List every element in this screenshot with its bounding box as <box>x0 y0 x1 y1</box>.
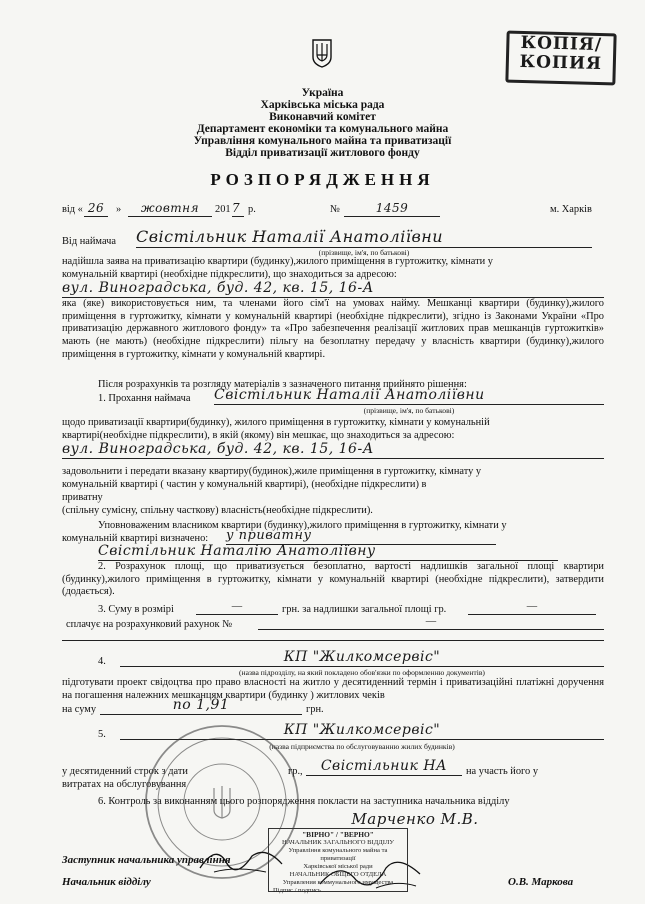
item1-text-4: комунальній квартирі ( частин у комунальній квартирі), (необхідне підкреслити) в <box>62 479 427 490</box>
item5-text-2: гр., <box>288 766 303 777</box>
item4-text-2: на суму <box>62 704 97 715</box>
item5-text-4: витратах на обслуговування <box>62 779 187 790</box>
body-line-1: надійшла заява на приватизацію квартири (будинку),жилого приміщення в гуртожитку, кімнати у <box>62 256 493 267</box>
number-label: № <box>330 204 340 215</box>
header-country: Україна <box>301 87 344 99</box>
stamp-line-6: Управления коммунального имущества <box>282 879 394 886</box>
date-month: жовтня <box>128 201 212 217</box>
item1-text-7: Уповноваженим власником квартири (будинку),жилого приміщення в гуртожитку, кімнати у <box>98 520 507 531</box>
item1-text-6: (спільну сумісну, спільну часткову) власність(необхідне підкреслити). <box>62 505 373 516</box>
date-year-suffix: 7 <box>232 201 244 217</box>
document-title: РОЗПОРЯДЖЕННЯ <box>210 170 435 189</box>
stamp-line-1: "ВІРНО" / "ВЕРНО" <box>302 830 374 839</box>
decision-line: Після розрахунків та розгляду матеріалів з зазначеного питання прийнято рішення: <box>98 379 467 390</box>
date-day: 26 <box>84 201 108 217</box>
stamp-line-3: Управління комунального майна та приватизації <box>288 847 388 862</box>
item1-text-3: задовольнити і передати вказану квартиру(будинок),жиле приміщення в гуртожитку, кімнату у <box>62 466 482 477</box>
stamp-line-7: Підпис / подпись <box>273 887 322 894</box>
date-mid: » <box>116 204 122 215</box>
item5-handwritten: КП "Жилкомсервіс" <box>120 722 604 740</box>
date-prefix: від « <box>62 204 83 215</box>
header-administration: Управління комунального майна та приватизації <box>193 135 452 147</box>
signature-deputy-label: Заступник начальника управління <box>62 854 231 866</box>
item4-text-3: грн. <box>306 704 324 715</box>
item3-text-3: сплачує на розрахунковий рахунок № <box>66 619 233 630</box>
stamp-line-2: НАЧАЛЬНИК ЗАГАЛЬНОГО ВІДДІЛУ <box>281 839 395 846</box>
item3-rule <box>62 640 604 641</box>
body-paragraph: яка (яке) використовується ним, та членами його сім'ї на умовах найму. Мешканці квартири (будинку),жилого приміщення в гуртожитку, кімнати у комунальній квартирі (необхідне підкреслити), згідно із Законами України «Про приватизацію державного житлового фонду» та «Про забезпечення реалізації житлових прав мешканців гуртожитків» мають (не мають) (необхідне підкреслити) пільгу на безоплатну передачу у власність квартири (будинку),жилого приміщення в гуртожитку, кімнати у комунальній квартирі. <box>62 298 604 360</box>
signature-head-name: О.В. Маркова <box>508 876 574 888</box>
item3-text-1: 3. Суму в розмірі <box>98 604 174 615</box>
copy-stamp: КОПІЯ/ КОПИЯ <box>505 31 616 86</box>
signature-head-label: Начальник відділу <box>62 876 151 888</box>
item1-caption: (прізвище, ім'я, по батькові) <box>363 406 455 415</box>
coat-of-arms-icon <box>311 38 333 68</box>
header-council: Харківська міська рада <box>260 99 385 111</box>
header-department: Департамент економіки та комунального майна <box>196 123 449 135</box>
item3-dash-3: — <box>258 616 604 630</box>
body-line-2: комунальній квартирі (необхідне підкреслити), що знаходиться за адресою: <box>62 269 397 280</box>
item4-sum: по 1,91 <box>100 697 302 715</box>
item1-name: Свістільник Наталії Анатоліївни <box>214 387 604 405</box>
item5-text-1: у десятиденний строк з дати <box>62 766 188 777</box>
date-year-label: р. <box>248 204 256 215</box>
item5-handwritten-2: Свістільник НА <box>306 758 462 776</box>
item1-text-5: приватну <box>62 492 103 503</box>
tenant-name: Свістільник Наталії Анатоліївни <box>136 227 592 248</box>
certification-stamp <box>268 828 408 892</box>
tenant-label: Від наймача <box>62 236 116 247</box>
item3-text-2: грн. за надлишки загальної площі гр. <box>282 604 447 615</box>
item2-text: 2. Розрахунок площі, що приватизується безоплатно, вартості надлишків загальної площі квартири (будинку),жилого приміщення в гуртожитку, кімнати у комунальній квартирі (необхідне підкреслити), затвердити (додається). <box>62 561 604 598</box>
item3-dash-1: — <box>196 601 278 615</box>
item4-num: 4. <box>98 656 106 667</box>
city: м. Харків <box>550 204 592 215</box>
date-year-prefix: 201 <box>215 204 231 215</box>
stamp-line-5: НАЧАЛЬНИК ОБЩЕГО ОТДЕЛА <box>289 871 387 878</box>
stamp-line-4: Харківської міської ради <box>303 863 373 870</box>
item5-text-3: на участь його у <box>466 766 539 777</box>
item4-text-1: підготувати проект свідоцтва про право власності на житло у десятиденний термін і приватизаційні платіжні доручення на погашення належних мешканцям квартири (будинку ) житлових чеків <box>62 677 604 701</box>
item3-dash-2: — <box>468 601 596 615</box>
header-committee: Виконавчий комітет <box>269 111 376 123</box>
tenant-address: вул. Виноградська, буд. 42, кв. 15, 16-А <box>62 280 604 298</box>
tenant-caption: (прізвище, ім'я, по батькові) <box>318 248 410 257</box>
item1-address: вул. Виноградська, буд. 42, кв. 15, 16-А <box>62 441 604 459</box>
item5-num: 5. <box>98 729 106 740</box>
item5-caption: (назва підприємства по обслуговуванню жилих будинків) <box>269 742 455 751</box>
item6-text: 6. Контроль за виконанням цього розпорядження покласти на заступника начальника відділу <box>98 796 510 807</box>
header-division: Відділ приватизації житлового фонду <box>225 147 420 159</box>
item6-handwritten: Марченко М.В. <box>351 810 479 828</box>
item1-text-1: щодо приватизації квартири(будинку), жилого приміщення в гуртожитку, кімнати у комунальній <box>62 417 490 428</box>
item4-caption: (назва підрозділу, на який покладено обов'язки по оформленню документів) <box>239 668 485 677</box>
item1-owner-hw1: у приватну <box>226 528 496 545</box>
document-number: 1459 <box>344 201 440 217</box>
item1-owner-hw2: Свістільник Наталію Анатоліївну <box>98 543 558 561</box>
item1-text-8: комунальній квартирі визначено: <box>62 533 209 544</box>
item4-handwritten: КП "Жилкомсервіс" <box>120 649 604 667</box>
date-number-line <box>62 201 622 220</box>
item1-label: 1. Прохання наймача <box>98 393 191 404</box>
item1-text-2: квартирі(необхідне підкреслити), в якій (якому) він мешкає, що знаходиться за адресою: <box>62 430 455 441</box>
